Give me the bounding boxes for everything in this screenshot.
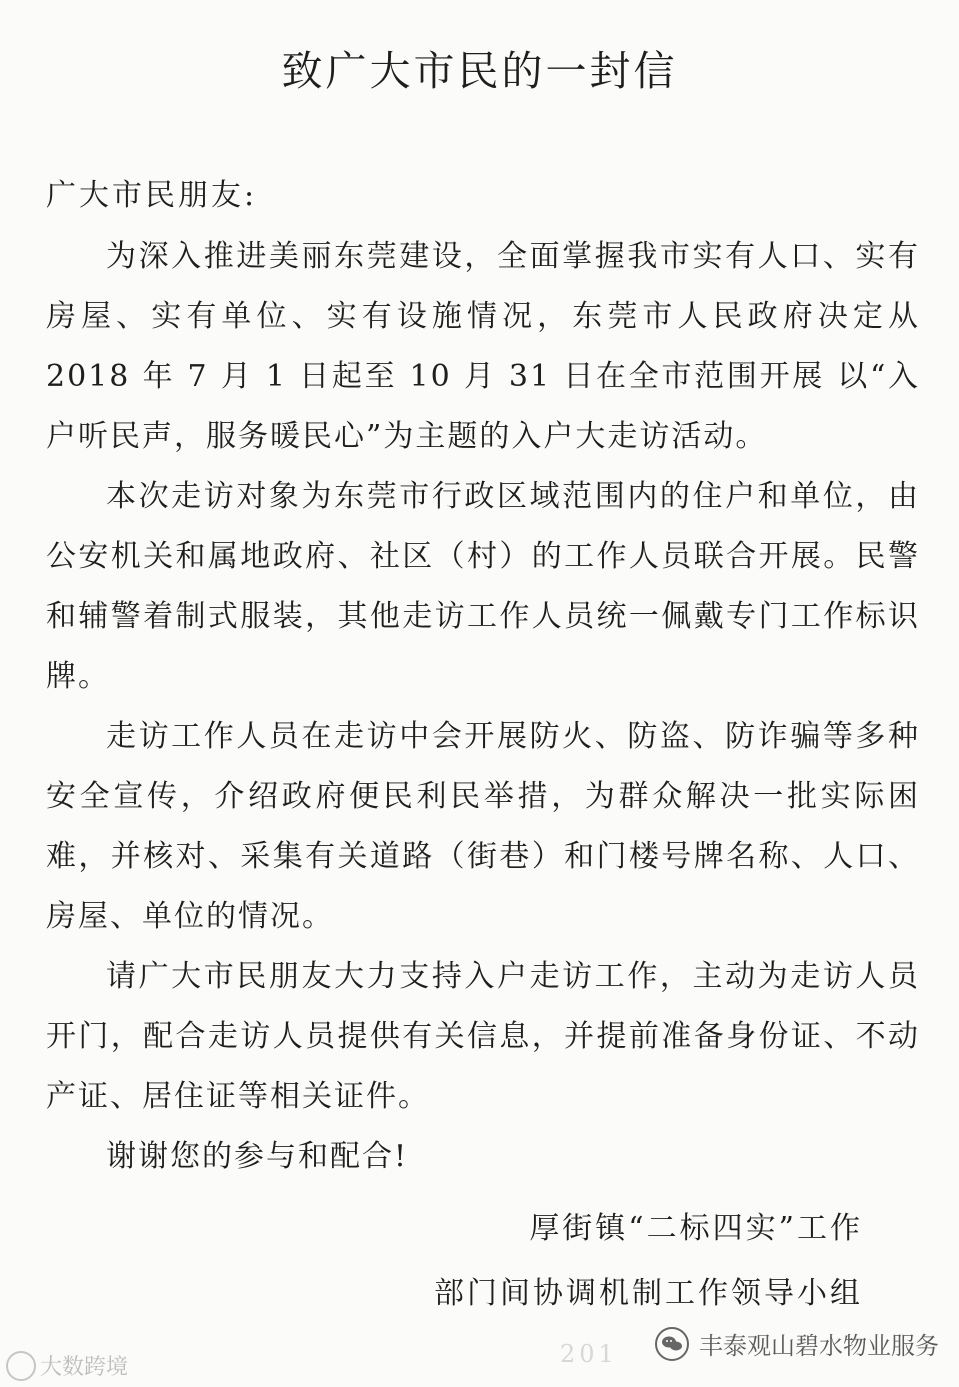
watermark-left <box>6 1350 128 1381</box>
paragraph-1: 为深入推进美丽东莞建设，全面掌握我市实有人口、实有房屋、实有单位、实有设施情况，东莞市人民政府决定从 2018 年 7 月 1 日起至 10 月 31 日在全市范围开展 以“入户听民声，服务暖民心”为主题的入户大走访活动。 <box>46 239 920 454</box>
signature-line-2: 部门间协调机制工作领导小组 <box>434 1276 863 1311</box>
paragraph-4: 请广大市民朋友大力支持入户走访工作，主动为走访人员开门，配合走访人员提供有关信息，并提前准备身份证、不动产证、居住证等相关证件。 <box>46 959 920 1114</box>
letter-body <box>46 227 920 1187</box>
paragraph-2: 本次走访对象为东莞市行政区域范围内的住户和单位，由公安机关和属地政府、社区（村）的工作人员联合开展。民警和辅警着制式服装，其他走访工作人员统一佩戴专门工作标识牌。 <box>46 479 920 694</box>
salutation: 广大市民朋友: <box>46 178 258 213</box>
date-fragment: 201 <box>560 1340 618 1368</box>
paragraph-3: 走访工作人员在走访中会开展防火、防盗、防诈骗等多种安全宣传，介绍政府便民利民举措，为群众解决一批实际困难，并核对、采集有关道路（街巷）和门楼号牌名称、人口、房屋、单位的情况。 <box>46 719 920 934</box>
watermark-left-text: 大数跨境 <box>40 1355 129 1380</box>
paragraph-5: 谢谢您的参与和配合! <box>106 1139 409 1174</box>
wechat-icon <box>655 1327 689 1361</box>
watermark-right <box>655 1326 939 1361</box>
letter-title: 致广大市民的一封信 <box>281 47 678 95</box>
watermark-logo-icon <box>6 1351 36 1381</box>
watermark-right-text: 丰泰观山碧水物业服务 <box>699 1332 939 1360</box>
signature-line-1: 厚街镇“二标四实”工作 <box>529 1211 863 1246</box>
